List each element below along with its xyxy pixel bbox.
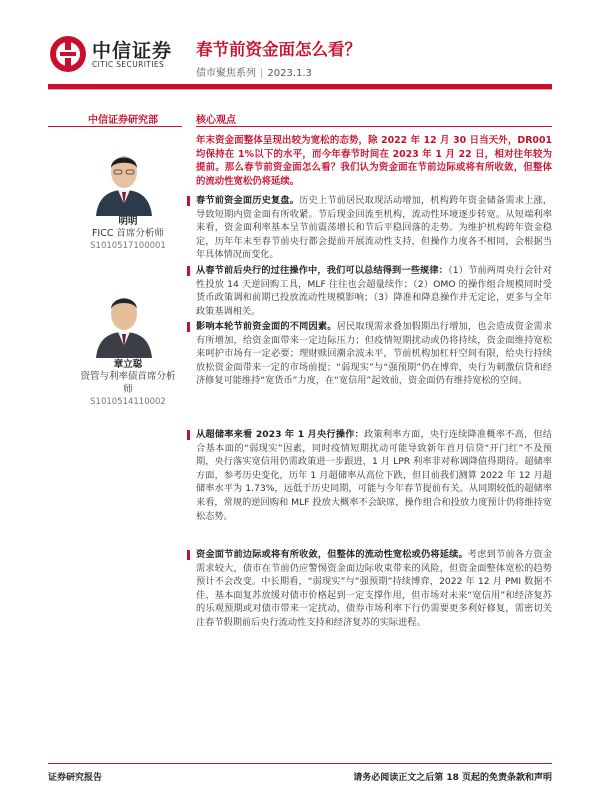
footer-disclaimer: 请务必阅读正文之后第 18 页起的免责条款和声明 [353, 773, 552, 783]
paragraph-pboc-patterns [196, 264, 552, 318]
brand-name-en: CITIC SECURITIES [92, 60, 165, 69]
report-title: 春节前资金面怎么看？ [196, 40, 361, 59]
paragraph-lead: 资金面节前边际或将有所收敛，但整体的流动性宽松或仍将延续。 [196, 549, 468, 560]
core-views-heading: 核心观点 [196, 115, 236, 126]
paragraph-outlook [196, 548, 552, 630]
paragraph-body: 历史上节前居民取现活动增加，机构跨年资金储备需求上涨，导致短期内资金面有所收紧。节后现金回流至机构，流动性环境逐步转宽。从短端利率来看，资金面利率基本呈节前震荡增长和节后平稳回落的走势。为维护机构跨年资金稳定，历年年末至春节前央行都会提前开展流动性支持，但操作力度各不相同，会根据当年具体情况而变化。 [196, 195, 553, 261]
paragraph-history-review [196, 194, 552, 262]
analyst-photo-1 [88, 140, 160, 216]
analyst-id-1: S1010517100001 [90, 241, 166, 251]
bullet-bar [187, 430, 190, 440]
paragraph-lead: 影响本轮节前资金面的不同因素。 [196, 321, 337, 332]
analyst-id-2: S1010514110002 [90, 397, 166, 407]
main-heading-rule [196, 126, 552, 127]
analyst-role-2: 资管与利率债首席分析师 [80, 371, 176, 395]
summary-paragraph: 年末资金面整体呈现出较为宽松的态势，除 2022 年 12 月 30 日当天外，DR001 均保持在 1%以下的水平，而今年春节时间在 2023 年 1 月 22 日，相对往年较为提前。那么春节前资金面怎么看？我们认为资金面在节前边际或将有所收敛，但整体的流动性宽松仍将延续。 [196, 135, 552, 187]
paragraph-lead: 从超储率来看 2023 年 1 月央行操作： [196, 429, 364, 440]
footer-rule [48, 763, 552, 764]
brand-name-cn: 中信证券 [92, 40, 173, 62]
report-series-line [196, 64, 312, 79]
report-series: 债市聚焦系列 [196, 68, 256, 79]
paragraph-body: 居民取现需求叠加假期出行增加，也会造成资金需求有所增加，给资金面带来一定边际压力；但疫情短期扰动或仍将持续，资金面维持宽松来呵护市场有一定必要；理财赎回潮余波未平，节前机构加杠杆空间有限，给央行持续放松资金面带来一定的市场前提；“弱现实”与“强预期”仍在博弈，央行为刺激信贷和经济修复可能维持“宽货币”力度，在“宽信用”起效前，资金面仍有维持宽松的空间。 [196, 321, 553, 387]
analyst-role-1: FICC 首席分析师 [91, 228, 165, 239]
paragraph-lead: 春节前资金面历史复盘。 [196, 195, 300, 206]
paragraph-lead: 从春节前后央行的过往操作中，我们可以总结得到一些规律： [196, 265, 449, 276]
footer-report-type: 证券研究报告 [48, 773, 103, 783]
paragraph-body: 考虑到节前各方资金需求较大，债市在节前仍应警惕资金面边际收束带来的风险，但资金面整体宽松的趋势预计不会改变。中长期看，“弱现实”与“强预期”持续博弈，2022 年 12 月 PMI 数据不佳、基本面复苏放缓对债市价格起到一定支撑作用，但市场对未来“宽信用”和经济复苏的乐观预期或对债市带来一定扰动，债券市场利率下行仍需要更多利好修复，需密切关注春节假期前后央行流动性支持和经济复苏的实际进程。 [196, 549, 553, 628]
citic-logo-icon [48, 34, 88, 74]
header-rule-thin [48, 89, 552, 90]
paragraph-body: （1）节前两周央行会针对性投放 14 天逆回购工具，MLF 往往也会超量续作；（2）OMO 的操作组合规模同时受货币政策调和前期已投放流动性规模影响；（3）降准和降息操作并无定论，更多与全年政策基调相关。 [196, 265, 552, 317]
analyst-name-1: 明明 [118, 216, 138, 227]
report-date: 2023.1.3 [267, 68, 312, 79]
bullet-bar [187, 322, 190, 332]
bullet-bar [187, 196, 190, 206]
analyst-photo-2 [88, 282, 160, 358]
paragraph-influencing-factors [196, 320, 552, 388]
bullet-bar [187, 550, 190, 560]
sidebar-heading-rule [48, 126, 182, 127]
paragraph-body: 政策利率方面，央行连续降准概率不高，但结合基本面的“弱现实”因素，同时疫情短期扰动可能导致新年首月信贷“开门红”不及预期，央行落实宽信用仍需政策进一步跟进，1 月 LPR 利率非对称调降值得期待。超储率方面，参考历史变化，历年 1 月超储率从高位下跌，但目前我们测算 2022 年 12 月超储率水平为 1.73%，远低于历史同期，可能与今年春节提前有关。从同期较低的超储率来看，常规的逆回购和 MLF 投放大概率不会缺席，操作组合和投放力度预计仍将维持宽松态势。 [196, 429, 552, 522]
paragraph-excess-reserve [196, 428, 552, 523]
research-dept-heading: 中信证券研究部 [88, 115, 158, 126]
bullet-bar [187, 266, 190, 276]
analyst-name-2: 章立聪 [113, 359, 143, 370]
series-separator: | [260, 68, 264, 79]
